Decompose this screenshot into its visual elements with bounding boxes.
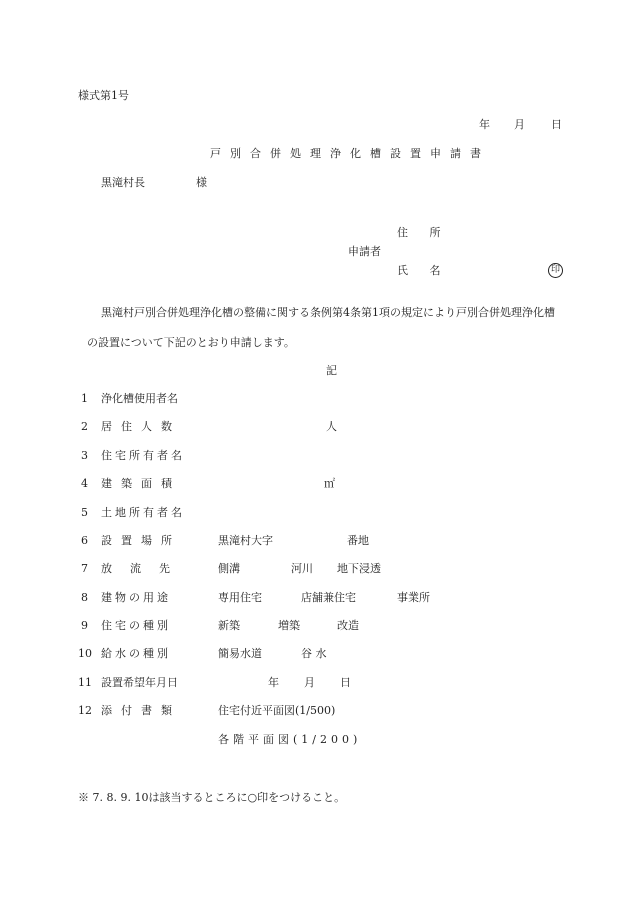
item-label: 建物の用途 bbox=[101, 591, 171, 604]
ki-heading: 記 bbox=[326, 364, 337, 377]
item-label: 設置希望年月日 bbox=[101, 676, 178, 689]
item-option: 専用住宅 bbox=[218, 591, 262, 604]
item-number: 7 bbox=[81, 562, 88, 575]
item-label: 放流先 bbox=[101, 562, 188, 575]
item-label: 建築面積 bbox=[101, 477, 181, 490]
item-label: 住宅の種別 bbox=[101, 619, 171, 632]
date-year: 年 bbox=[479, 118, 490, 131]
item-option: 各階平面図(1/200) bbox=[218, 733, 362, 746]
date-day: 日 bbox=[551, 118, 562, 131]
addressee-name: 黒滝村長 bbox=[101, 176, 145, 189]
item-label: 居住人数 bbox=[101, 420, 181, 433]
footnote: ※ 7. 8. 9. 10は該当するところに○印をつけること。 bbox=[78, 791, 346, 804]
address-label: 住 所 bbox=[397, 226, 450, 239]
item-option: 谷 水 bbox=[301, 647, 327, 660]
item-option: 改造 bbox=[337, 619, 359, 632]
item-number: 9 bbox=[81, 619, 88, 632]
item-option: 番地 bbox=[347, 534, 369, 547]
item-number: 10 bbox=[78, 647, 92, 660]
item-option: 年 bbox=[268, 676, 279, 689]
item-unit: ㎡ bbox=[324, 477, 335, 490]
item-option: 簡易水道 bbox=[218, 647, 262, 660]
item-number: 11 bbox=[78, 676, 92, 689]
item-unit: 人 bbox=[326, 420, 337, 433]
item-label: 土地所有者名 bbox=[101, 506, 185, 519]
form-number: 様式第1号 bbox=[78, 89, 129, 102]
item-number: 6 bbox=[81, 534, 88, 547]
item-label: 添付書類 bbox=[101, 704, 181, 717]
body-line-1: 黒滝村戸別合併処理浄化槽の整備に関する条例第4条第1項の規定により戸別合併処理浄化槽 bbox=[101, 306, 555, 319]
item-option: 月 bbox=[304, 676, 315, 689]
item-option: 側溝 bbox=[218, 562, 240, 575]
item-option: 事業所 bbox=[397, 591, 430, 604]
item-label: 住宅所有者名 bbox=[101, 449, 185, 462]
item-number: 12 bbox=[78, 704, 92, 717]
item-option: 黒滝村大字 bbox=[218, 534, 273, 547]
item-number: 8 bbox=[81, 591, 88, 604]
applicant-label: 申請者 bbox=[348, 245, 381, 258]
name-label: 氏 名 bbox=[397, 264, 450, 277]
item-number: 5 bbox=[81, 506, 88, 519]
seal-mark: 印 bbox=[548, 263, 563, 278]
item-number: 1 bbox=[81, 392, 88, 405]
item-option: 店舗兼住宅 bbox=[301, 591, 356, 604]
item-number: 4 bbox=[81, 477, 88, 490]
item-label: 浄化槽使用者名 bbox=[101, 392, 178, 405]
addressee-honorific: 様 bbox=[196, 176, 207, 189]
body-line-2: の設置について下記のとおり申請します。 bbox=[87, 336, 295, 349]
item-option: 新築 bbox=[218, 619, 240, 632]
item-option: 地下浸透 bbox=[337, 562, 381, 575]
item-option: 住宅付近平面図(1/500) bbox=[218, 704, 336, 717]
item-option: 日 bbox=[340, 676, 351, 689]
item-number: 2 bbox=[81, 420, 88, 433]
document-title: 戸別合併処理浄化槽設置申請書 bbox=[210, 147, 490, 160]
item-option: 河川 bbox=[291, 562, 313, 575]
date-month: 月 bbox=[514, 118, 525, 131]
item-number: 3 bbox=[81, 449, 88, 462]
item-option: 増築 bbox=[278, 619, 300, 632]
item-label: 設置場所 bbox=[101, 534, 181, 547]
item-label: 給水の種別 bbox=[101, 647, 171, 660]
